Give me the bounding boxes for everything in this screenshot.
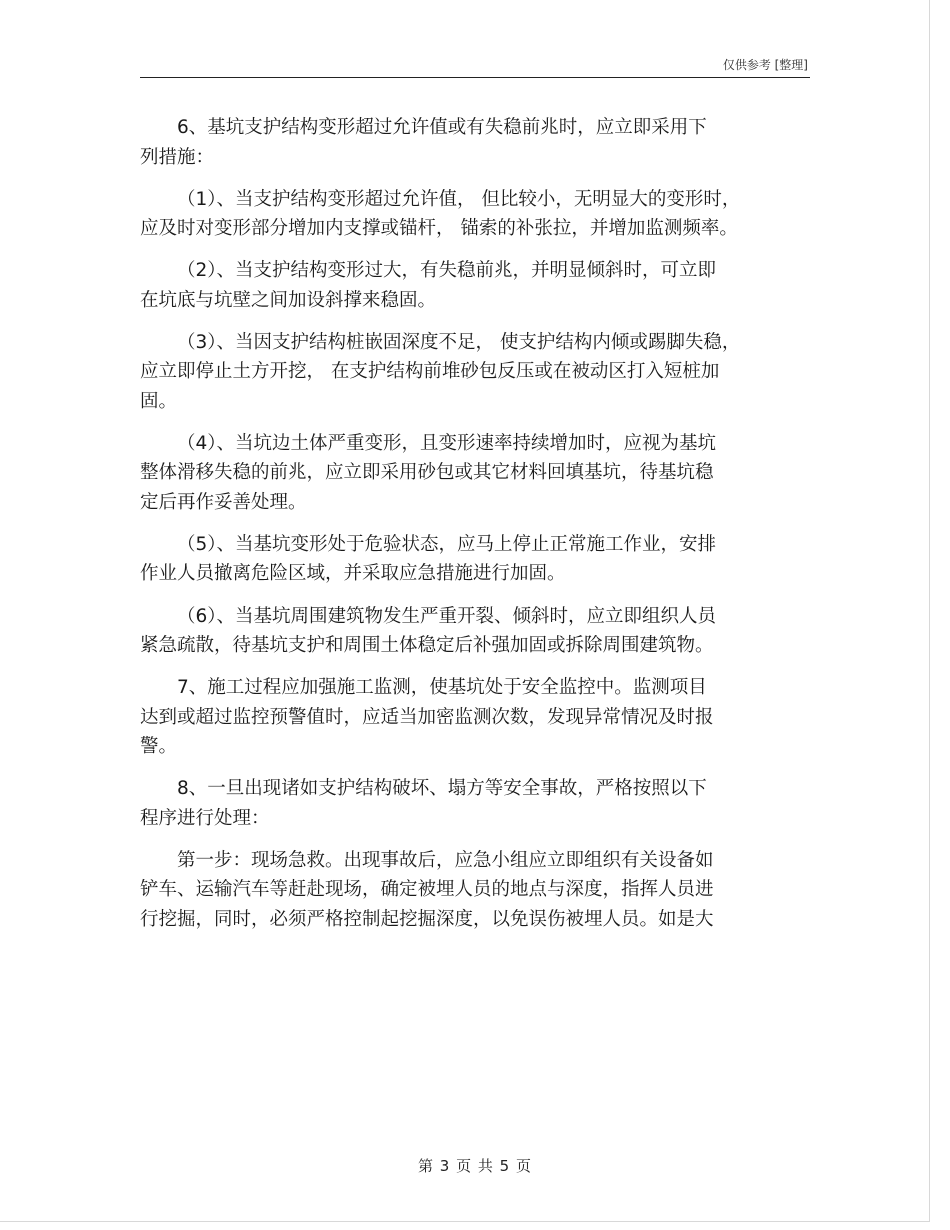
paragraph-line: （4）、当坑边土体严重变形，且变形速率持续增加时，应视为基坑 (177, 432, 717, 454)
paragraph-line: 达到或超过监控预警值时，应适当加密监测次数，发现异常情况及时报 (140, 706, 714, 728)
paragraph-line: 整体滑移失稳的前兆，应立即采用砂包或其它材料回填基坑，待基坑稳 (140, 462, 714, 484)
paragraph (140, 429, 810, 518)
paragraph-line: 固。 (140, 390, 178, 412)
paragraph (140, 774, 810, 833)
paragraph-line: 应及时对变形部分增加内支撑或锚杆， 锚索的补张拉，并增加监测频率。 (140, 218, 738, 240)
paragraph-line: 列措施： (140, 146, 215, 168)
paragraph-line: 警。 (140, 736, 178, 758)
paragraph (140, 256, 810, 315)
document-body (140, 113, 810, 947)
paragraph-line: 7、施工过程应加强施工监测，使基坑处于安全监控中。监测项目 (177, 677, 707, 699)
paragraph-line: （1）、当支护结构变形超过允许值， 但比较小，无明显大的变形时， (177, 188, 741, 210)
header-note: 仅供参考 [整理] (722, 58, 808, 72)
paragraph (140, 328, 810, 417)
paragraph-line: 铲车、运输汽车等赶赴现场，确定被埋人员的地点与深度，指挥人员进 (140, 879, 714, 901)
paragraph-line: 6、基坑支护结构变形超过允许值或有失稳前兆时，应立即采用下 (177, 117, 707, 138)
paragraph-line: 作业人员撤离危险区域，并采取应急措施进行加固。 (140, 563, 566, 585)
paragraph (140, 530, 810, 589)
paragraph (140, 846, 810, 935)
header-divider (140, 77, 810, 78)
page-number-footer: 第 3 页 共 5 页 (418, 1157, 532, 1175)
paragraph-line: （6）、当基坑周围建筑物发生严重开裂、倾斜时，应立即组织人员 (177, 605, 717, 627)
paragraph-line: 在坑底与坑壁之间加设斜撑来稳固。 (140, 289, 437, 311)
paragraph-line: 定后再作妥善处理。 (140, 491, 307, 513)
paragraph (140, 185, 810, 244)
paragraph-line: 应立即停止土方开挖， 在支护结构前堆砂包反压或在被动区打入短桩加 (140, 361, 720, 383)
paragraph-line: （2）、当支护结构变形过大，有失稳前兆，并明显倾斜时，可立即 (177, 260, 717, 282)
paragraph (140, 602, 810, 661)
paragraph-line: 紧急疏散，待基坑支护和周围土体稳定后补强加固或拆除周围建筑物。 (140, 635, 714, 657)
paragraph-line: 程序进行处理： (140, 807, 270, 829)
paragraph (140, 113, 810, 172)
paragraph-line: （3）、当因支护结构桩嵌固深度不足， 使支护结构内倾或踢脚失稳， (177, 331, 741, 353)
paragraph-line: 8、一旦出现诸如支护结构破坏、塌方等安全事故，严格按照以下 (177, 778, 707, 800)
paragraph-line: （5）、当基坑变形处于危验状态，应马上停止正常施工作业，安排 (177, 533, 717, 555)
paragraph-line: 第一步：现场急救。出现事故后，应急小组应立即组织有关设备如 (177, 849, 714, 871)
paragraph (140, 673, 810, 762)
paragraph-line: 行挖掘，同时，必须严格控制起挖掘深度，以免误伤被埋人员。如是大 (140, 908, 714, 930)
